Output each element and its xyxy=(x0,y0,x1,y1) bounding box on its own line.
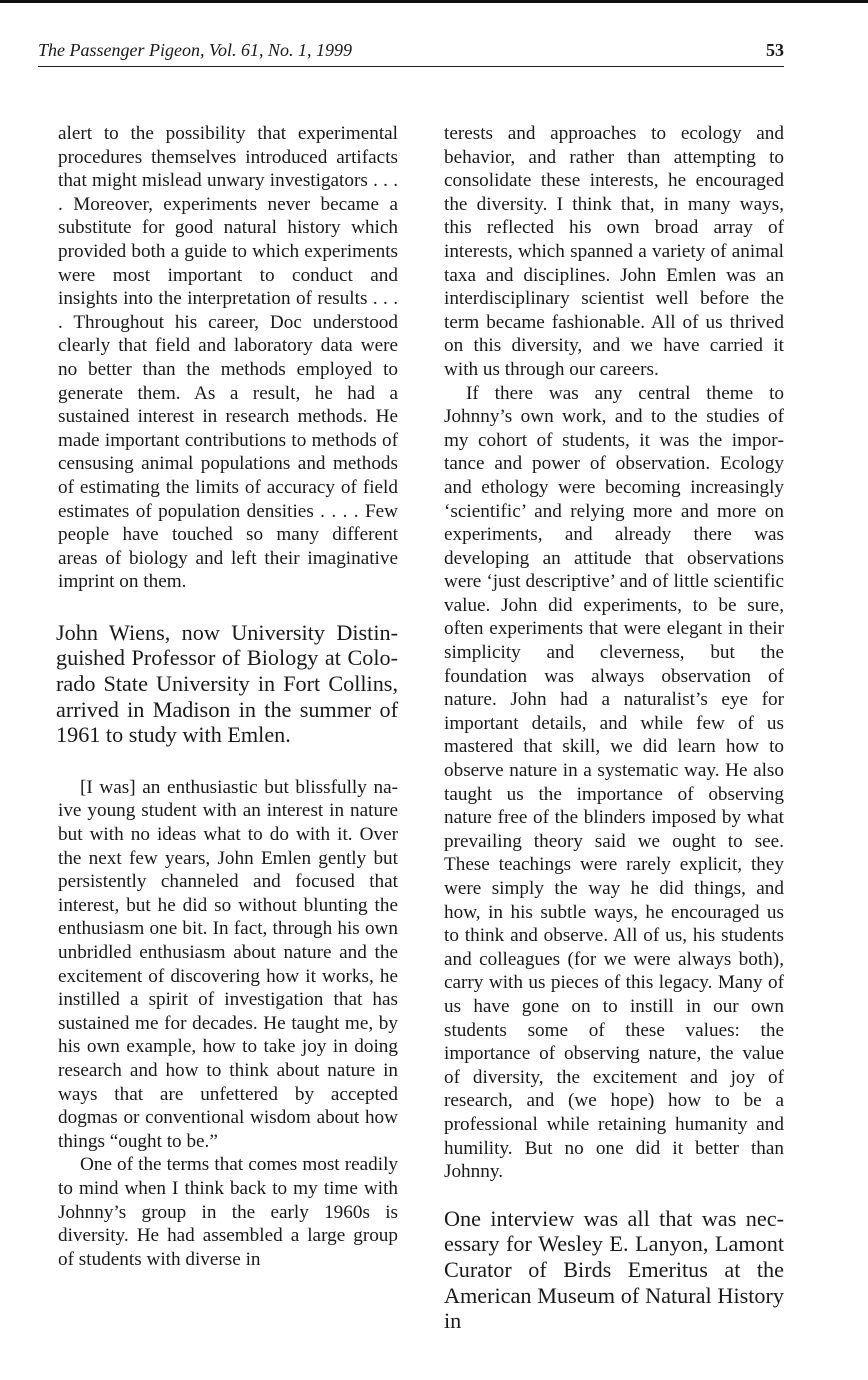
page-number: 53 xyxy=(766,40,784,60)
block-quote-interests: terests and approaches to ecology and behavior, and rather than attempting to consolidate these interests, he encouraged the diversity. I think that, in many ways, this reflected his own broad array of interests, which spanned a variety of animal taxa and disciplines. John Emlen was an interdisciplinary scientist well before the term became fashionable. All of us thrived on this diversity, and we have carried it with us through our careers. xyxy=(444,123,784,380)
left-column xyxy=(58,122,398,1271)
block-quote-observation: If there was any central theme to Johnny’s own work, and to the studies of my cohort of students, it was the importance and power of observation. Ecology and ethology were becoming increasingly ‘scientific’ and relying more and more on experiments, and already there was developing an attitude that observations were ‘just descriptive’ and of little scientific value. John did experiments, to be sure, often experiments that were elegant in their simplicity and cleverness, but the foundation was always observation of nature. John had a naturalist’s eye for important details, and while few of us mastered that skill, we did learn how to observe nature in a systematic way. He also taught us the importance of observing nature free of the blinders imposed by what prevailing theory said we ought to see. These teachings were rarely explicit, they were simply the way he did things, and how, in his subtle ways, he encouraged us to think and observe. All of us, his students and colleagues (for we were always both), carry with us pieces of this legacy. Many of us have gone on to instill in our own students some of these values: the importance of observing nature, the value of diversity, the excitement and joy of research, and (we hope) how to be a professional while retaining humanity and humility. But no one did it better than Johnny. xyxy=(444,382,784,1183)
intro-paragraph-lanyon: One interview was all that was necessary for Wesley E. Lanyon, Lamont Curator of Birds Emeritus at the American Museum of Natural History in xyxy=(444,1205,784,1334)
block-quote-continued: alert to the possibility that experimental procedures themselves introduced artifacts that might mislead unwary investigators . . . . Moreover, experiments never became a substitute for good natural history which provided both a guide to which experiments were most important to conduct and insights into the interpretation of results . . . . Throughout his career, Doc understood clearly that field and laboratory data were no better than the methods employed to generate them. As a result, he had a sustained interest in research methods. He made important contributions to methods of censusing animal populations and methods of estimating the limits of accuracy of field estimates of population densities . . . . Few people have touched so many different areas of biology and left their imaginative imprint on them. xyxy=(58,123,398,593)
running-header xyxy=(38,38,784,67)
right-column xyxy=(444,122,784,1334)
top-rule xyxy=(0,0,868,3)
journal-citation: The Passenger Pigeon, Vol. 61, No. 1, 1999 xyxy=(38,40,352,60)
block-quote-diversity: One of the terms that comes most readily to mind when I think back to my time with Johnny’s group in the early 1960s is diversity. He had assembled a large group of students with diverse in xyxy=(58,1154,398,1270)
intro-paragraph-wiens: John Wiens, now University Distinguished Professor of Biology at Colorado State University in Fort Collins, arrived in Madison in the summer of 1961 to study with Emlen. xyxy=(56,619,398,748)
block-quote-wiens: [I was] an enthusiastic but blissfully naive young student with an interest in nature but with no ideas what to do with it. Over the next few years, John Emlen gently but persistently channeled and focused that interest, but he did so without blunting the enthusiasm one bit. In fact, through his own unbridled enthusiasm about nature and the excitement of discovering how it works, he instilled a spirit of investigation that has sustained me for decades. He taught me, by his own example, how to take joy in doing research and how to think about nature in ways that are unfettered by accepted dogmas or conventional wisdom about how things “ought to be.” xyxy=(58,776,398,1152)
